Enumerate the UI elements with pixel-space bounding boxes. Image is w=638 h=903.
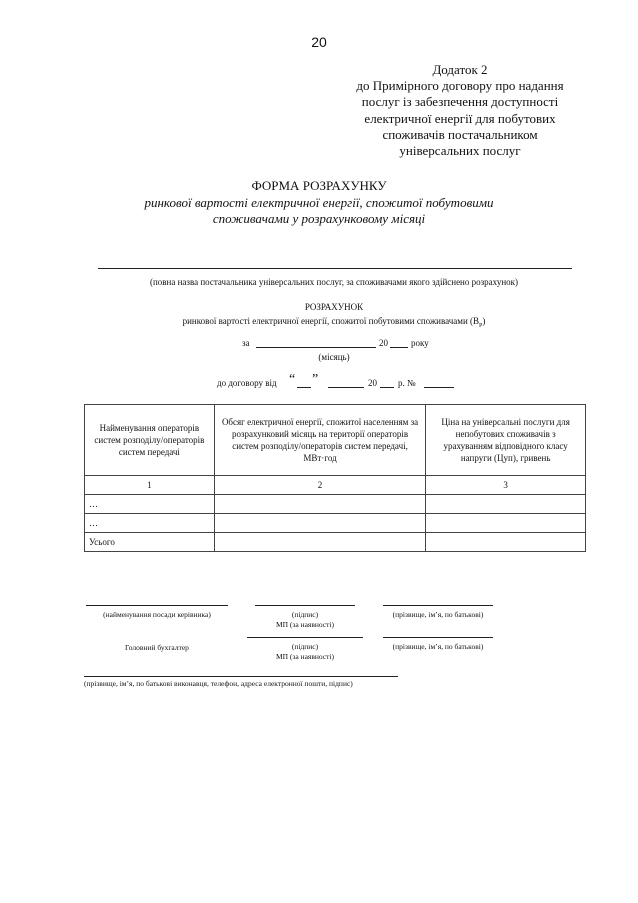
addendum-line: послуг із забезпечення доступності	[361, 94, 559, 110]
form-heading	[0, 178, 638, 228]
name-caption: (прізвище, ім’я, по батькові)	[392, 642, 484, 651]
table-row	[85, 495, 586, 514]
contract-prefix: до договору від	[217, 378, 277, 388]
page-number: 20	[311, 34, 327, 50]
addendum-line: споживачів постачальником	[382, 126, 538, 142]
contract-quote-close: ”	[312, 372, 319, 387]
name-caption: (прізвище, ім’я, по батькові)	[392, 610, 484, 619]
signature-caption: (підпис)	[291, 610, 319, 619]
form-title: ФОРМА РОЗРАХУНКУ	[251, 178, 387, 193]
contract-quote-open: “	[289, 372, 296, 387]
contract-day-field[interactable]	[297, 387, 311, 388]
period-caption: (місяць)	[318, 352, 350, 362]
executor-field[interactable]	[84, 676, 398, 677]
contract-year-field[interactable]	[380, 387, 394, 388]
head-signature-field[interactable]	[255, 605, 355, 606]
table-cell[interactable]	[426, 533, 586, 552]
supplier-name-line[interactable]	[98, 268, 572, 269]
table-cell[interactable]	[426, 495, 586, 514]
signature-caption: (підпис)	[291, 642, 319, 651]
column-header: Обсяг електричної енергії, спожитої населенням за розрахунковий місяць на території операторів систем розподілу/операторів систем передачі, МВт·год	[214, 405, 426, 476]
seal-caption: МП (за наявності)	[275, 620, 335, 629]
accountant-name-field[interactable]	[383, 637, 493, 638]
addendum-block	[310, 62, 610, 159]
contract-number-label: р. №	[398, 378, 416, 388]
seal-caption: МП (за наявності)	[275, 652, 335, 661]
contract-month-field[interactable]	[328, 387, 364, 388]
period-suffix: року	[411, 338, 429, 348]
supplier-caption: (повна назва постачальника універсальних послуг, за споживачами якого здійснено розрахунок)	[149, 277, 519, 287]
period-prefix: за	[242, 338, 250, 348]
addendum-line: до Примірного договору про надання	[356, 78, 564, 94]
table-cell[interactable]	[214, 533, 426, 552]
addendum-line: Додаток 2	[432, 62, 488, 77]
head-name-field[interactable]	[383, 605, 493, 606]
calculation-title: РОЗРАХУНОК	[304, 302, 364, 312]
calculation-subtitle-text: ринкової вартості електричної енергії, спожитої побутовими споживачами (В	[182, 316, 480, 326]
period-year-prefix: 20	[379, 338, 388, 348]
table-cell[interactable]: …	[85, 514, 215, 533]
column-header: Найменування операторів систем розподілу/операторів систем передачі	[85, 405, 215, 476]
column-number: 2	[214, 476, 426, 495]
table-cell[interactable]	[214, 514, 426, 533]
executor-caption: (прізвище, ім’я, по батькові виконавця, телефон, адреса електронної пошти, підпис)	[84, 679, 353, 688]
table-cell[interactable]	[214, 495, 426, 514]
period-year-field[interactable]	[390, 347, 408, 348]
form-subtitle-line: споживачами у розрахунковому місяці	[212, 211, 426, 226]
table-header-row	[85, 405, 586, 476]
calculation-table	[84, 404, 586, 552]
table-cell[interactable]: …	[85, 495, 215, 514]
addendum-line: універсальних послуг	[399, 143, 521, 159]
column-number: 1	[85, 476, 215, 495]
accountant-signature-field[interactable]	[247, 637, 363, 638]
contract-year-prefix: 20	[368, 378, 377, 388]
chief-accountant-label: Головний бухгалтер	[125, 643, 189, 652]
column-header: Ціна на універсальні послуги для непобутових споживачів з урахуванням відповідного класу напруги (Цуп), гривень	[426, 405, 586, 476]
column-number-row	[85, 476, 586, 495]
calculation-subtitle	[0, 316, 638, 329]
table-row-total	[85, 533, 586, 552]
calculation-subtitle-sub: Р	[479, 322, 483, 329]
head-position-field[interactable]	[86, 605, 228, 606]
table-cell[interactable]	[426, 514, 586, 533]
form-subtitle-line: ринкової вартості електричної енергії, спожитої побутовими	[144, 194, 494, 210]
calculation-subtitle-end: )	[482, 316, 486, 326]
contract-number-field[interactable]	[424, 387, 454, 388]
column-number: 3	[426, 476, 586, 495]
head-position-caption: (найменування посади керівника)	[103, 610, 211, 619]
addendum-line: електричної енергії для побутових	[364, 110, 556, 126]
table-cell: Усього	[85, 533, 215, 552]
table-row	[85, 514, 586, 533]
period-month-field[interactable]	[256, 347, 376, 348]
